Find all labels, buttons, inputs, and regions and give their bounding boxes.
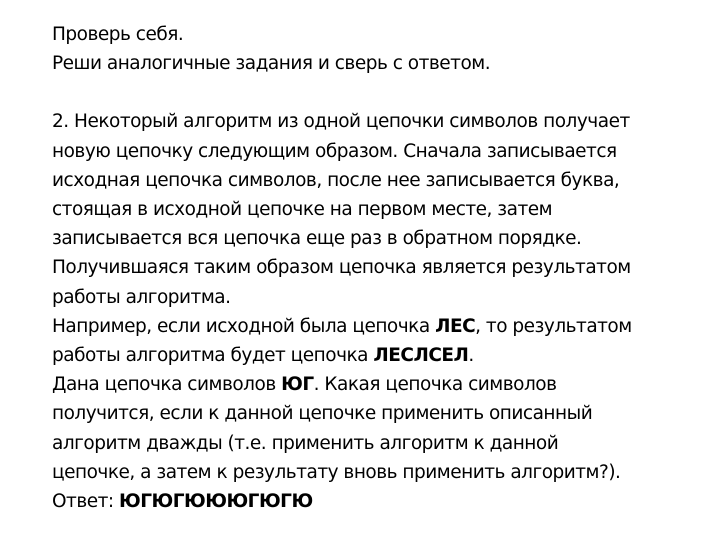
- task-line: новую цепочку следующим образом. Сначала записывается: [52, 140, 617, 162]
- task-line: стоящая в исходной цепочке на первом месте, затем: [52, 199, 553, 221]
- result-word: ЛЕСЛСЕЛ: [373, 345, 469, 367]
- answer-line: [52, 487, 690, 516]
- task-line: исходная цепочка символов, после нее записывается буква,: [52, 169, 620, 191]
- answer-value: ЮГЮГЮЮЮГЮГЮ: [119, 491, 313, 513]
- question-line: цепочке, а затем к результату вновь применить алгоритм?).: [52, 461, 621, 483]
- given-text: Дана цепочка символов: [52, 374, 282, 396]
- given-word: ЮГ: [281, 374, 314, 396]
- example-text: Например, если исходной была цепочка: [52, 315, 436, 337]
- task-line: Получившаяся таким образом цепочка является результатом: [52, 257, 631, 279]
- question-line: получится, если к данной цепочке применить описанный: [52, 403, 593, 425]
- task-line: 2. Некоторый алгоритм из одной цепочки символов получает: [52, 111, 630, 133]
- paragraph-gap: [52, 78, 690, 107]
- result-text-end: .: [468, 345, 474, 367]
- result-line: [52, 341, 690, 370]
- intro-title: Проверь себя.: [52, 24, 184, 45]
- example-text-end: , то результатом: [475, 315, 632, 337]
- example-line: [52, 312, 690, 341]
- result-text: работы алгоритма будет цепочка: [52, 345, 374, 367]
- task-line: работы алгоритма.: [52, 286, 231, 308]
- intro-instruction: Реши аналогичные задания и сверь с ответом.: [52, 53, 491, 75]
- task-line: записывается вся цепочка еще раз в обратном порядке.: [52, 228, 582, 250]
- answer-label: Ответ:: [52, 491, 120, 513]
- given-text-end: . Какая цепочка символов: [313, 374, 557, 396]
- example-word: ЛЕС: [435, 315, 476, 337]
- question-line: алгоритм дважды (т.е. применить алгоритм к данной: [52, 432, 559, 454]
- given-line: [52, 370, 690, 399]
